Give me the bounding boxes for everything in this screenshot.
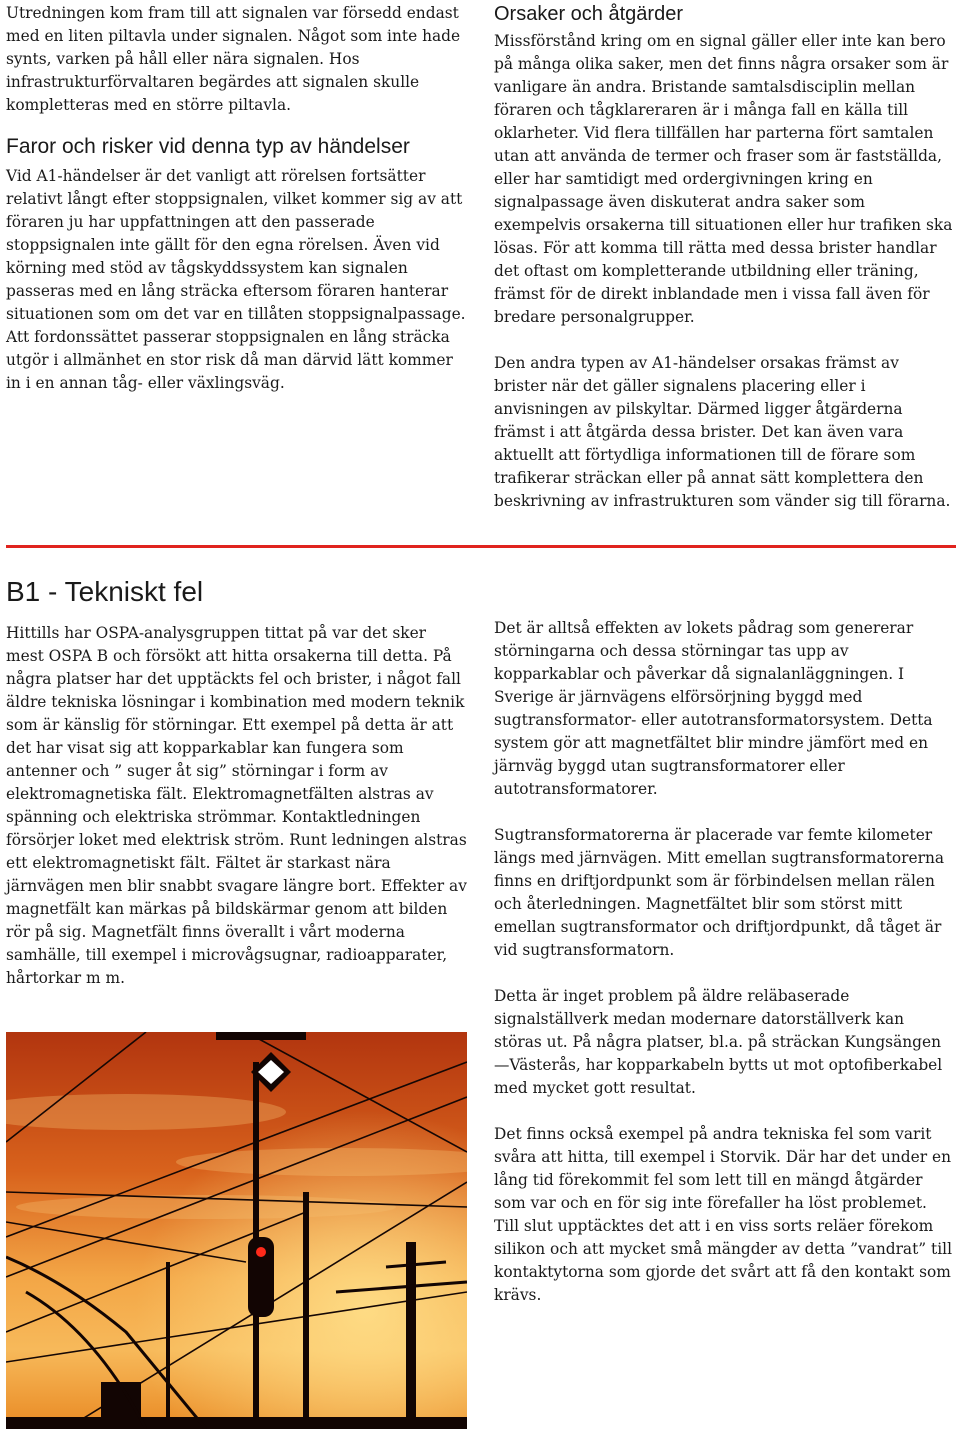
intro-paragraph: Utredningen kom fram till att signalen var försedd endast med en liten piltavla under signalen. Något som inte hade synts, varken på håll eller nära signalen. Hos infrastrukturförvaltaren begärdes att signalen skulle kompletteras med en större piltavla.	[6, 4, 461, 114]
faror-paragraph: Vid A1-händelser är det vanligt att rörelsen fortsätter relativt långt efter stoppsignalen, vilket kommer sig av att föraren ju har uppfattningen att den passerade stoppsignalen inte gällt för den egna rörelsen. Även vid körning med stöd av tågskyddssystem kan signalen passeras med en lång sträcka eftersom föraren hanterar situationen som om det var en tillåten stoppsignalpassage. Att fordonssättet passerar stoppsignalen en lång sträcka utgör i allmänhet en stor risk då man därvid lätt kommer in i en annan tåg- eller växlingsväg.	[6, 167, 466, 392]
b1-right-paragraph-4: Det finns också exempel på andra tekniska fel som varit svåra att hitta, till exempel i Storvik. Där har det under en lång tid förekommit fel som lett till en mängd åtgärder som var och en för sig inte förefaller ha löst problemet. Till slut upptäcktes det att i en viss sorts reläer förekom silikon och att mycket små mängder av detta ”vandrat” till kontaktytorna som gjorde det svårt att få den kontakt som krävs.	[494, 1125, 953, 1304]
b1-left-column	[6, 622, 468, 990]
heading-faror: Faror och risker vid denna typ av händelser	[6, 135, 410, 158]
sunset-railway-photo	[6, 1032, 467, 1429]
orsaker-paragraph-2: Den andra typen av A1-händelser orsakas främst av brister när det gäller signalens placering eller i anvisningen av pilskyltar. Därmed ligger åtgärderna främst i att åtgärda dessa brister. Det kan även vara aktuellt att förtydliga informationen till de förare som trafikerar sträckan eller på annat sätt komplettera den beskrivning av infrastrukturen som vänder sig till förarna.	[494, 354, 951, 510]
heading-b1: B1 - Tekniskt fel	[6, 576, 204, 607]
orsaker-paragraph-1: Missförstånd kring om en signal gäller eller inte kan bero på många olika saker, men det finns några orsaker som är vanligare än andra. Bristande samtalsdisciplin mellan föraren och tågklareraren är i många fall en källa till oklarheter. Vid flera tillfällen har parterna fört samtalen utan att använda de termer och fraser som är fastställda, eller har samtidigt med ordergivningen kring en signalpassage även diskuterat andra saker som exempelvis orsakerna till situationen eller hur trafiken ska lösas. För att komma till rätta med dessa brister handlar det oftast om kompletterande utbildning eller träning, främst för de direkt inblandade men i vissa fall även för bredare personalgrupper.	[494, 32, 953, 326]
top-left-column	[6, 2, 468, 395]
b1-right-column	[494, 617, 956, 1307]
b1-right-paragraph-1: Det är alltså effekten av lokets pådrag som genererar störningarna och dessa störningar tas upp av kopparkablar och påverkar då signalanläggningen. I Sverige är järnvägens elförsörjning byggd med sugtransformator- eller autotransformatorsystem. Detta system gör att magnetfältet blir mindre jämfört med en järnväg byggd utan sugtransformatorer eller autotransformatorer.	[494, 619, 933, 798]
b1-right-paragraph-3: Detta är inget problem på äldre reläbaserade signalställverk medan modernare datorställverk kan störas ut. På några platser, bl.a. på sträckan Kungsängen—Västerås, har kopparkabeln bytts ut mot optofiberkabel med mycket gott resultat.	[494, 987, 943, 1097]
section-divider	[6, 545, 956, 548]
b1-left-paragraph: Hittills har OSPA-analysgruppen tittat på var det sker mest OSPA B och försökt att hitta orsakerna till detta. På några platser har det upptäckts fel och brister, i något fall äldre tekniska lösningar i kombination med modern teknik som är känslig för störningar. Ett exempel på detta är att det har visat sig att kopparkablar kan fungera som antenner och ” suger åt sig” störningar i form av elektromagnetiska fält. Elektromagnetfälten alstras av spänning och elektriska strömmar. Kontaktledningen försörjer loket med elektrisk ström. Runt ledningen alstras ett elektromagnetiskt fält. Fältet är starkast nära järnvägen men blir snabbt svagare längre bort. Effekter av magnetfält kan märkas på bildskärmar genom att bilden rör på sig. Magnetfält finns överallt i vårt moderna samhälle, till exempel i microvågsugnar, radioapparater, hårtorkar m m.	[6, 624, 467, 987]
b1-right-paragraph-2: Sugtransformatorerna är placerade var femte kilometer längs med järnvägen. Mitt emellan sugtransformatorerna finns en driftjordpunkt som är förbindelsen mellan rälen och återledningen. Magnetfältet blir som störst mitt emellan sugtransformator och driftjordpunkt, då tåget är vid sugtransformatorn.	[494, 826, 945, 959]
heading-orsaker: Orsaker och åtgärder	[494, 3, 683, 25]
top-right-column	[494, 2, 956, 513]
